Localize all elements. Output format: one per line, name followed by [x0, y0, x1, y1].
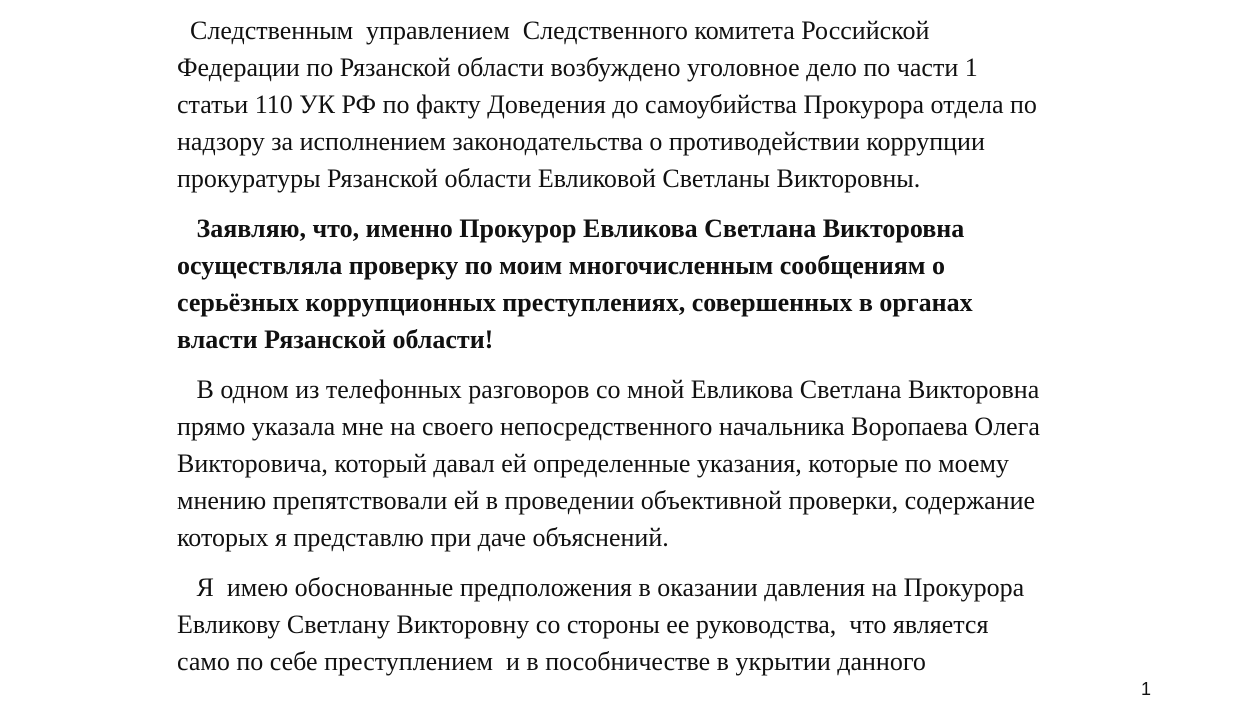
paragraph-line: Следственным управлением Следственного комитета Российской [177, 16, 930, 45]
paragraph-line: осуществляла проверку по моим многочисленным сообщениям о [177, 251, 945, 280]
paragraph-line: прокуратуры Рязанской области Евликовой Светланы Викторовны. [177, 164, 921, 193]
paragraph-criminal-case [177, 12, 1177, 197]
paragraph-phone-conversation [177, 371, 1177, 556]
paragraph-line: которых я представлю при даче объяснений. [177, 523, 669, 552]
paragraph-assumptions [177, 569, 1177, 680]
paragraph-line: Федерации по Рязанской области возбуждено уголовное дело по части 1 [177, 53, 978, 82]
paragraph-line: Я имею обоснованные предположения в оказании давления на Прокурора [177, 573, 1025, 602]
paragraph-line: само по себе преступлением и в пособничестве в укрытии данного [177, 647, 926, 676]
paragraph-line: надзору за исполнением законодательства о противодействии коррупции [177, 127, 985, 156]
paragraph-statement-bold [177, 210, 1177, 358]
paragraph-line: мнению препятствовали ей в проведении объективной проверки, содержание [177, 486, 1036, 515]
paragraph-line: Викторовича, который давал ей определенные указания, которые по моему [177, 449, 1009, 478]
paragraph-line: Заявляю, что, именно Прокурор Евликова Светлана Викторовна [177, 214, 965, 243]
paragraph-line: прямо указала мне на своего непосредственного начальника Воропаева Олега [177, 412, 1040, 441]
paragraph-line: В одном из телефонных разговоров со мной Евликова Светлана Викторовна [177, 375, 1040, 404]
paragraph-line: Евликову Светлану Викторовну со стороны ее руководства, что является [177, 610, 989, 639]
paragraph-line: серьёзных коррупционных преступлениях, совершенных в органах [177, 288, 973, 317]
paragraph-line: власти Рязанской области! [177, 325, 494, 354]
paragraph-line: статьи 110 УК РФ по факту Доведения до самоубийства Прокурора отдела по [177, 90, 1037, 119]
page-number: 1 [1141, 679, 1152, 699]
